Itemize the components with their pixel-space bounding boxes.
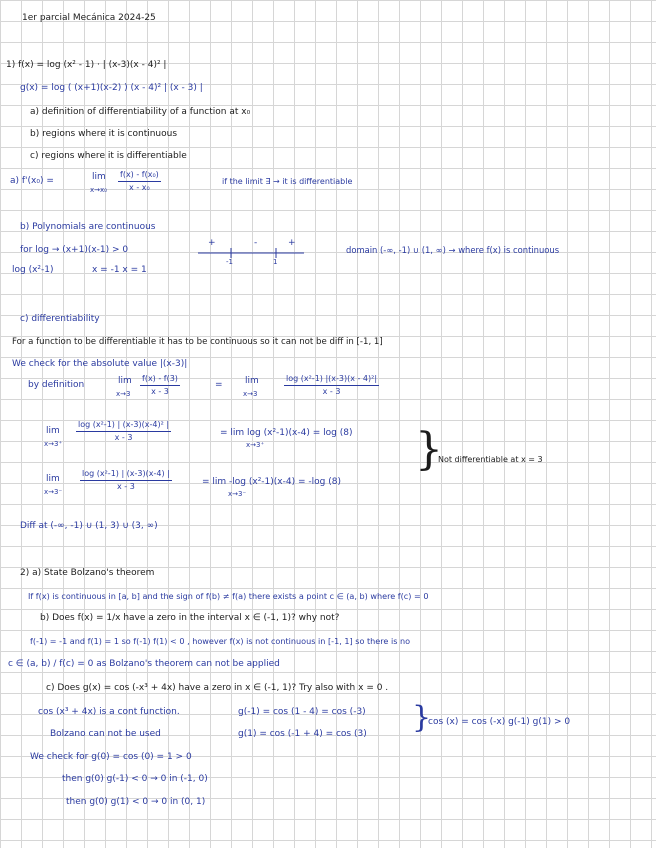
q2-c-then-1: then g(0) g(-1) < 0 → 0 in (-1, 0): [62, 774, 208, 784]
c-denominator-plus: x - 3: [114, 433, 133, 442]
a-lim-sub: x→x₀: [90, 186, 107, 194]
c-lim-2-sub: x→3: [243, 390, 258, 398]
tick-label-minus-one: -1: [226, 258, 233, 266]
c-fraction-minus: [80, 469, 172, 492]
a-condition: if the limit ∃ → it is differentiable: [222, 177, 353, 186]
c-lim-plus: lim: [46, 426, 60, 436]
c-equals: =: [215, 380, 223, 390]
c-fraction-2: [284, 374, 379, 397]
c-denominator-1: x - 3: [151, 387, 169, 396]
q1-item-b: b) regions where it is continuous: [30, 129, 178, 139]
sign-plus-right: +: [288, 238, 296, 248]
c-not-differentiable: Not differentiable at x = 3: [438, 455, 543, 464]
sign-plus-left: +: [208, 238, 216, 248]
c-diff-domain: Diff at (-∞, -1) ∪ (1, 3) ∪ (3, ∞): [20, 521, 158, 531]
q2-c-bolzano-not-used: Bolzano can not be used: [50, 729, 161, 739]
c-lim-2: lim: [245, 376, 259, 386]
c-numerator-minus: log (x²-1) | (x-3)(x-4) |: [80, 469, 172, 481]
c-lim-1: lim: [118, 376, 132, 386]
c-result-minus: = lim -log (x²-1)(x-4) = -log (8): [202, 477, 341, 487]
tick-label-one: 1: [273, 258, 278, 266]
b-title: b) Polynomials are continuous: [20, 222, 156, 232]
c-fraction-plus: [76, 420, 171, 443]
b-domain: domain (-∞, -1) ∪ (1, ∞) → where f(x) is continuous: [346, 245, 560, 255]
q2-c-g-minus-one: g(-1) = cos (1 - 4) = cos (-3): [238, 707, 366, 717]
g-definition: g(x) = log ( (x+1)(x-2) ) (x - 4)² | (x - 3) |: [20, 83, 203, 93]
q2-c-continuous: cos (x³ + 4x) is a cont function.: [38, 707, 180, 717]
c-fraction-1: [140, 374, 180, 397]
q2-brace: }: [412, 700, 432, 735]
q2-b-question: b) Does f(x) = 1/x have a zero in the interval x ∈ (-1, 1)? why not?: [40, 613, 340, 623]
q2-c-check: We check for g(0) = cos (0) = 1 > 0: [30, 752, 192, 762]
c-numerator-plus: log (x²-1) | (x-3)(x-4)² |: [76, 420, 171, 432]
c-lim-minus: lim: [46, 474, 60, 484]
q2-b-line1: f(-1) = -1 and f(1) = 1 so f(-1) f(1) < 0 , however f(x) is not continuous in [-1, 1] so there is no: [30, 636, 411, 646]
a-numerator: f(x) - f(x₀): [118, 170, 161, 182]
c-numerator-1: f(x) - f(3): [140, 374, 180, 386]
a-fraction: [118, 170, 161, 193]
a-denominator: x - x₀: [129, 183, 150, 192]
b-roots: x = -1 x = 1: [92, 265, 147, 275]
q2-bolzano-statement: If f(x) is continuous in [a, b] and the sign of f(b) ≠ f(a) there exists a point c ∈ (a, b) where f(c) = 0: [28, 591, 429, 601]
c-lim-1-sub: x→3: [116, 390, 131, 398]
c-numerator-2: log (x²-1) |(x-3)(x - 4)²|: [284, 374, 379, 386]
q2-c-cos-note: cos (x) = cos (-x) g(-1) g(1) > 0: [428, 717, 571, 727]
a-derivative-prefix: a) f'(x₀) =: [10, 176, 54, 186]
c-lim-minus-sub: x→3⁻: [44, 488, 63, 496]
q2-c-question: c) Does g(x) = cos (-x³ + 4x) have a zero in x ∈ (-1, 1)? Try also with x = 0 .: [46, 683, 389, 693]
q1-item-a: a) definition of differentiability of a function at x₀: [30, 107, 251, 117]
c-denominator-2: x - 3: [322, 387, 341, 396]
c-title: c) differentiability: [20, 314, 100, 324]
b-log-expr: log (x²-1): [12, 265, 54, 275]
c-result-minus-sub: x→3⁻: [228, 490, 247, 498]
c-result-plus-sub: x→3⁺: [246, 441, 265, 449]
q2-c-g-one: g(1) = cos (-1 + 4) = cos (3): [238, 729, 367, 739]
right-brace: }: [415, 424, 443, 475]
q2-a-title: 2) a) State Bolzano's theorem: [20, 568, 155, 578]
c-denominator-minus: x - 3: [117, 482, 135, 491]
q1-item-c: c) regions where it is differentiable: [30, 151, 187, 161]
sign-minus: -: [254, 238, 258, 248]
page-title: 1er parcial Mecánica 2024-25: [22, 13, 156, 23]
q2-c-then-2: then g(0) g(1) < 0 → 0 in (0, 1): [66, 797, 206, 807]
c-by-definition: by definition: [28, 380, 85, 390]
c-line1: For a function to be differentiable it has to be continuous so it can not be diff in [-1, 1]: [12, 337, 383, 347]
b-log-condition: for log → (x+1)(x-1) > 0: [20, 245, 129, 255]
q2-b-line2: c ∈ (a, b) / f(c) = 0 as Bolzano's theorem can not be applied: [8, 659, 280, 669]
c-lim-plus-sub: x→3⁺: [44, 440, 63, 448]
c-result-plus: = lim log (x²-1)(x-4) = log (8): [220, 428, 353, 438]
a-lim: lim: [92, 172, 106, 182]
c-line2: We check for the absolute value |(x-3)|: [12, 359, 188, 369]
f-definition: 1) f(x) = log (x² - 1) · | (x-3)(x - 4)² |: [6, 60, 167, 70]
